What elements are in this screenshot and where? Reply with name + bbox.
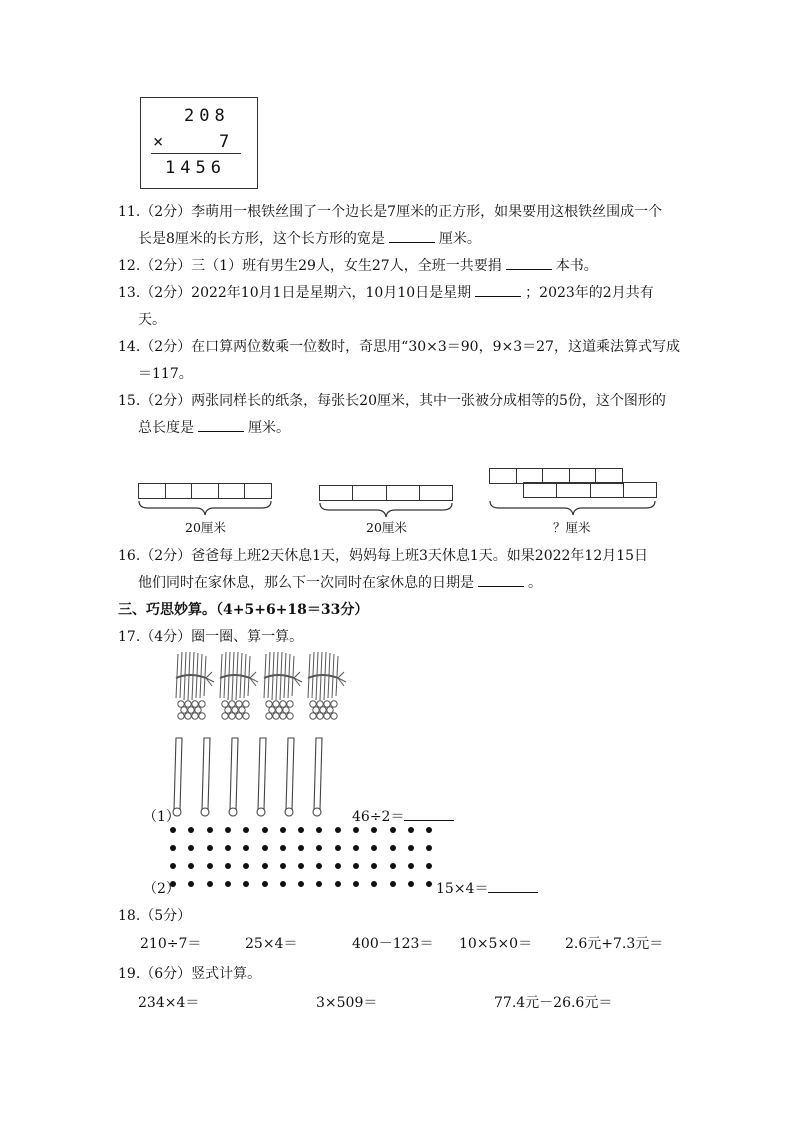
calc-result: 1456	[165, 158, 226, 178]
q12-text-b: 本书。	[555, 258, 598, 274]
grid-dot	[408, 827, 414, 833]
q17-part1-text: 46÷2＝	[352, 809, 405, 825]
grid-dot	[316, 845, 322, 851]
grid-dot	[207, 881, 213, 887]
q15-line2	[138, 417, 290, 437]
grid-dot	[371, 863, 377, 869]
q17-part2-text: 15×4＝	[436, 881, 489, 897]
q15-text-b: 厘米。	[248, 420, 290, 436]
grid-dot	[262, 845, 268, 851]
single-stick	[173, 738, 182, 816]
grid-dot	[408, 863, 414, 869]
single-stick-4	[257, 738, 266, 816]
grid-dot	[280, 845, 286, 851]
q17-part1-label: （1）	[143, 809, 180, 825]
q11-line1: 11.（2分）李萌用一根铁丝围了一个边长是7厘米的正方形，如果要用这根铁丝围成一个	[118, 204, 663, 220]
q15-answer-blank[interactable]	[198, 419, 244, 432]
grid-dot	[207, 827, 213, 833]
grid-dot	[390, 845, 396, 851]
grid-dot	[207, 863, 213, 869]
grid-dot	[390, 881, 396, 887]
q19-title: 19.（6分）竖式计算。	[118, 966, 262, 982]
grid-dot	[280, 863, 286, 869]
grid-dot	[280, 827, 286, 833]
four-part-strip	[319, 485, 453, 501]
grid-dot	[335, 863, 341, 869]
q18-item-4: 10×5×0＝	[459, 936, 533, 952]
q18-item-1: 210÷7＝	[140, 936, 202, 952]
combined-strip-bottom	[523, 482, 657, 498]
q17-part2-blank[interactable]	[488, 880, 538, 893]
q16-text-b: 。	[528, 575, 542, 591]
grid-dot	[408, 845, 414, 851]
grid-dot	[280, 881, 286, 887]
grid-dot	[371, 845, 377, 851]
grid-dot	[335, 827, 341, 833]
grid-dot	[225, 881, 231, 887]
grid-dot	[243, 827, 249, 833]
calc-multiplicand: 208	[184, 106, 230, 126]
q17-part1-expr	[352, 806, 458, 826]
q14-line1: 14.（2分）在口算两位数乘一位数时，奇思用“30×3＝90，9×3＝27，这道乘法算式写成	[118, 339, 680, 355]
stick-bundle	[176, 652, 214, 719]
grid-dot	[316, 881, 322, 887]
grid-dot	[262, 863, 268, 869]
grid-dot	[353, 863, 359, 869]
grid-dot	[243, 845, 249, 851]
grid-dot	[353, 845, 359, 851]
grid-dot	[207, 845, 213, 851]
grid-dot	[408, 881, 414, 887]
grid-dot	[335, 881, 341, 887]
stick-bundle-3	[264, 652, 302, 719]
q16-answer-blank[interactable]	[478, 574, 524, 587]
dot-grid	[170, 827, 440, 895]
q17-title: 17.（4分）圈一圈、算一算。	[118, 629, 304, 645]
grid-dot	[371, 827, 377, 833]
single-sticks	[170, 734, 340, 820]
q19-item-3: 77.4元－26.6元＝	[494, 995, 613, 1011]
grid-dot	[353, 827, 359, 833]
q19-item-2: 3×509＝	[316, 995, 378, 1011]
single-stick-3	[229, 738, 238, 816]
q11-text-b: 厘米。	[438, 231, 481, 247]
grid-dot	[262, 827, 268, 833]
q15-text-a: 总长度是	[138, 420, 194, 436]
grid-dot	[225, 845, 231, 851]
brace-1	[138, 500, 272, 516]
grid-dot	[426, 827, 432, 833]
single-stick-5	[285, 738, 294, 816]
q12-text-a: 12.（2分）三（1）班有男生29人，女生27人，全班一共要捐	[118, 258, 502, 274]
grid-dot	[426, 863, 432, 869]
q13-answer-blank[interactable]	[475, 284, 521, 297]
grid-dot	[243, 863, 249, 869]
stick-bundles	[172, 650, 362, 728]
grid-dot	[426, 845, 432, 851]
q15-line1: 15.（2分）两张同样长的纸条，每张长20厘米，其中一张被分成相等的5份，这个图形的	[118, 393, 666, 409]
label-strip-1: 20厘米	[185, 520, 226, 535]
grid-dot	[225, 863, 231, 869]
grid-dot	[188, 845, 194, 851]
grid-dot	[353, 881, 359, 887]
q11-text-a: 长是8厘米的长方形，这个长方形的宽是	[138, 231, 385, 247]
grid-dot	[298, 845, 304, 851]
calc-times-sign: ×	[153, 132, 169, 152]
q18-item-3: 400－123＝	[352, 936, 434, 952]
vertical-calculation-box	[140, 97, 258, 189]
grid-dot	[298, 863, 304, 869]
grid-dot	[188, 863, 194, 869]
q16-line2	[138, 572, 542, 592]
grid-dot	[225, 827, 231, 833]
q13-line1	[118, 282, 654, 302]
q12-line	[118, 255, 598, 275]
q18-title: 18.（5分）	[118, 908, 192, 924]
grid-dot	[170, 863, 176, 869]
grid-dot	[243, 881, 249, 887]
q13-line2: 天。	[138, 312, 166, 328]
stick-bundle-2	[220, 652, 258, 719]
divided-strip	[138, 483, 272, 499]
grid-dot	[298, 881, 304, 887]
grid-dot	[316, 863, 322, 869]
stick-bundle-4	[308, 652, 346, 719]
q18-item-5: 2.6元+7.3元＝	[565, 936, 664, 952]
q16-text-a: 他们同时在家休息，那么下一次同时在家休息的日期是	[138, 575, 474, 591]
grid-dot	[170, 845, 176, 851]
single-stick-2	[201, 738, 210, 816]
label-strip-2: 20厘米	[366, 520, 407, 535]
grid-dot	[262, 881, 268, 887]
label-strip-3: ？厘米	[553, 520, 591, 535]
grid-dot	[371, 881, 377, 887]
calc-line	[151, 153, 241, 154]
grid-dot	[188, 827, 194, 833]
q19-item-1: 234×4＝	[138, 995, 200, 1011]
q12-answer-blank[interactable]	[506, 257, 552, 270]
grid-dot	[298, 827, 304, 833]
grid-dot	[390, 863, 396, 869]
grid-dot	[170, 827, 176, 833]
single-stick-6	[313, 738, 322, 816]
q17-part1-blank[interactable]	[404, 808, 454, 821]
q14-line2: ＝117。	[138, 366, 193, 382]
q11-answer-blank[interactable]	[389, 230, 435, 243]
q16-line1: 16.（2分）爸爸每上班2天休息1天，妈妈每上班3天休息1天。如果2022年12月15日	[118, 548, 649, 564]
brace-2	[319, 502, 453, 518]
q18-item-2: 25×4＝	[245, 936, 298, 952]
grid-dot	[335, 845, 341, 851]
q11-line2	[138, 228, 481, 248]
q17-part2-expr	[436, 878, 542, 898]
brace-3	[489, 500, 657, 516]
grid-dot	[316, 827, 322, 833]
grid-dot	[426, 881, 432, 887]
calc-multiplier: 7	[219, 132, 235, 152]
q13-text-b: ；2023年的2月共有	[525, 285, 654, 301]
section-3-title: 三、巧思妙算。（4+5+6+18＝33分）	[118, 602, 369, 618]
q13-text-a: 13.（2分）2022年10月1日是星期六，10月10日是星期	[118, 285, 472, 301]
q17-part2-label: （2）	[143, 881, 180, 897]
grid-dot	[188, 881, 194, 887]
grid-dot	[390, 827, 396, 833]
